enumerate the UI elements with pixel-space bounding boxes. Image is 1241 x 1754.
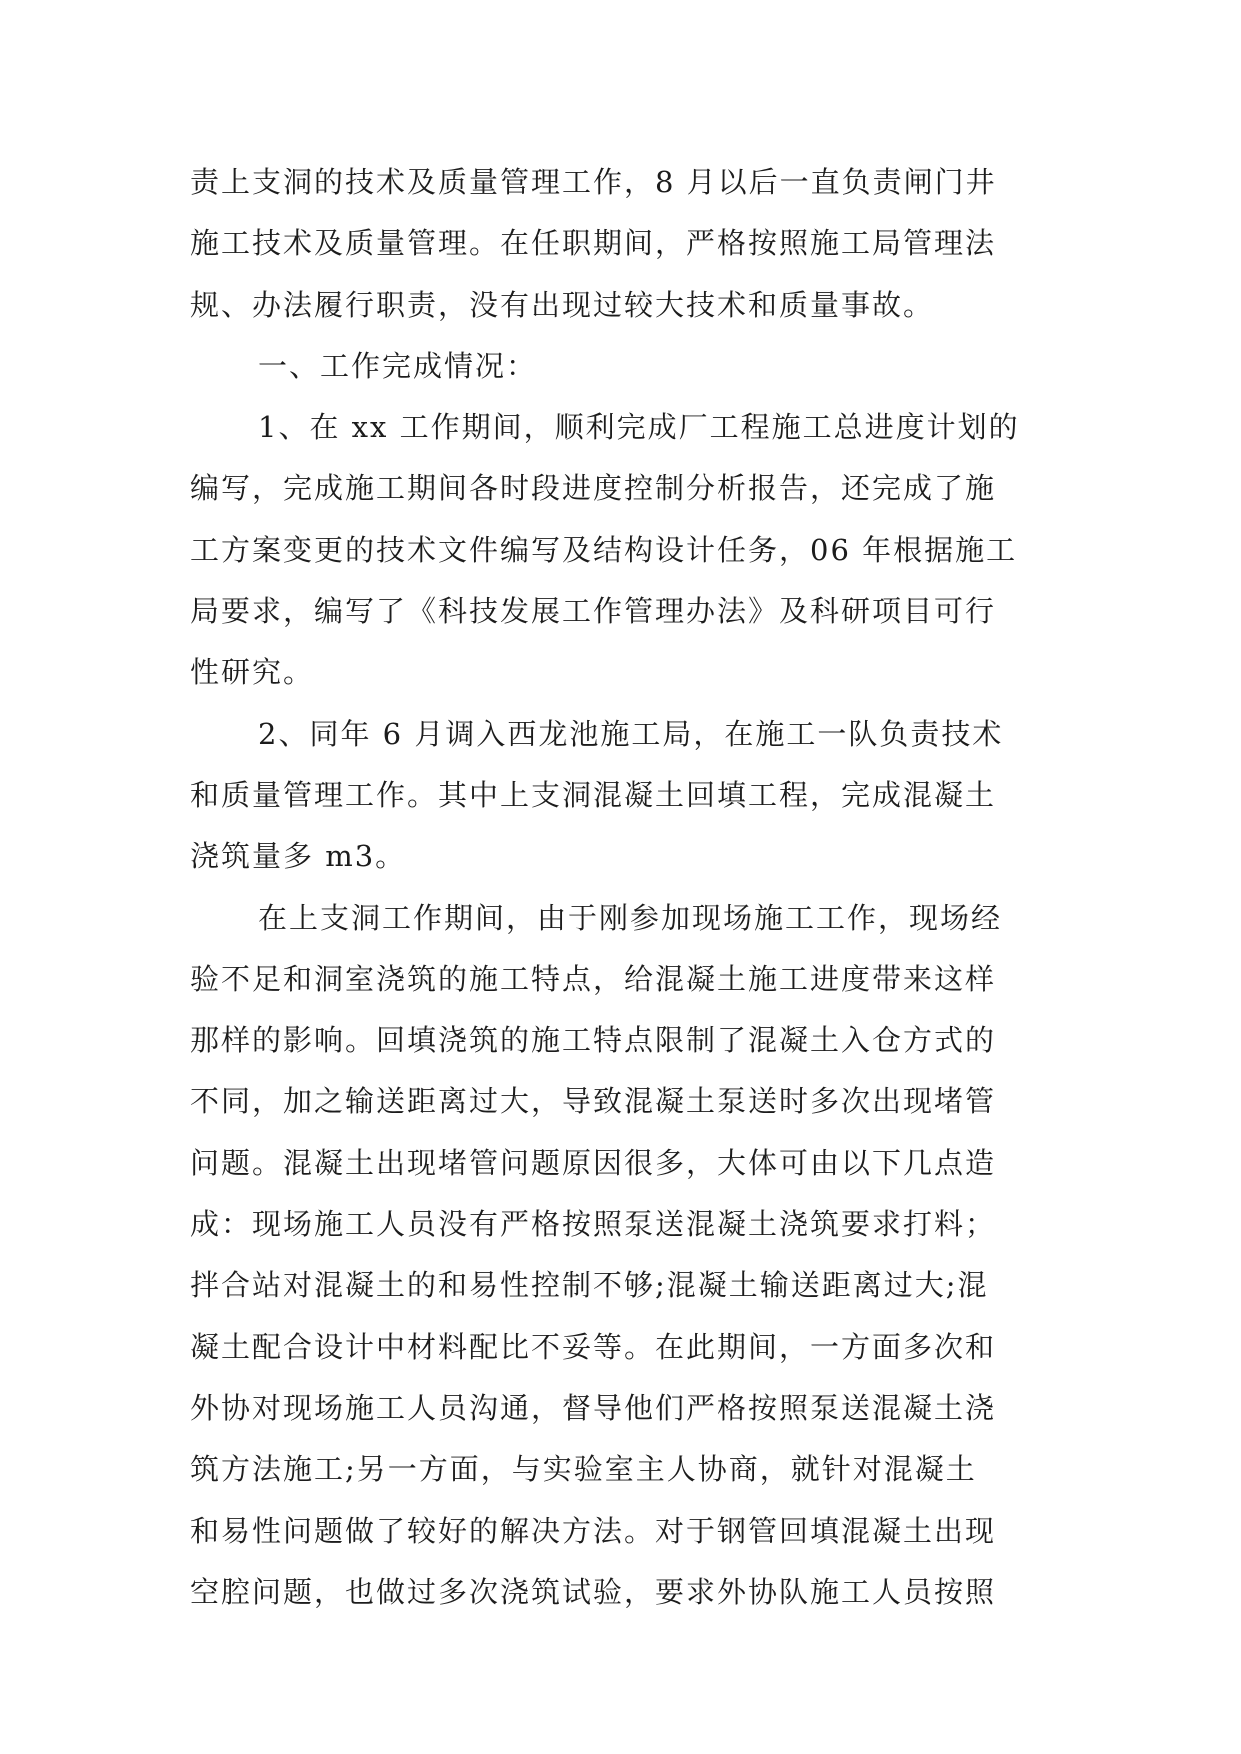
text-line: 成：现场施工人员没有严格按照泵送混凝土浇筑要求打料； [190,1207,997,1242]
text-line: 筑方法施工;另一方面，与实验室主人协商，就针对混凝土 [190,1452,977,1487]
text-line: 编写，完成施工期间各时段进度控制分析报告，还完成了施 [190,471,997,506]
section-heading: 一、工作完成情况： [258,348,538,383]
text-line: 1、在 xx 工作期间，顺利完成厂工程施工总进度计划的 [258,410,1020,445]
text-line: 空腔问题，也做过多次浇筑试验，要求外协队施工人员按照 [190,1574,997,1609]
text-line: 问题。混凝土出现堵管问题原因很多，大体可由以下几点造 [190,1145,997,1180]
body-text [190,152,1050,1623]
text-line: 和易性问题做了较好的解决方法。对于钢管回填混凝土出现 [190,1513,997,1548]
text-line: 浇筑量多 m3。 [190,839,407,874]
text-line: 性研究。 [190,655,315,690]
text-line: 工方案变更的技术文件编写及结构设计任务，06 年根据施工 [190,532,1018,567]
text-line: 外协对现场施工人员沟通，督导他们严格按照泵送混凝土浇 [190,1390,997,1425]
text-line: 责上支洞的技术及质量管理工作，8 月以后一直负责闸门井 [190,165,997,199]
text-line: 验不足和洞室浇筑的施工特点，给混凝土施工进度带来这样 [190,961,997,996]
text-line: 和质量管理工作。其中上支洞混凝土回填工程，完成混凝土 [190,777,997,812]
text-line: 凝土配合设计中材料配比不妥等。在此期间，一方面多次和 [190,1329,997,1364]
text-line: 不同，加之输送距离过大，导致混凝土泵送时多次出现堵管 [190,1084,997,1119]
text-line: 在上支洞工作期间，由于刚参加现场施工工作，现场经 [258,900,1003,935]
text-line: 规、办法履行职责，没有出现过较大技术和质量事故。 [190,287,935,322]
text-line: 2、同年 6 月调入西龙池施工局，在施工一队负责技术 [258,716,1004,751]
text-line: 施工技术及质量管理。在任职期间，严格按照施工局管理法 [190,226,997,261]
text-line: 拌合站对混凝土的和易性控制不够;混凝土输送距离过大;混 [190,1268,989,1303]
text-line: 局要求，编写了《科技发展工作管理办法》及科研项目可行 [190,594,997,629]
text-line: 那样的影响。回填浇筑的施工特点限制了混凝土入仓方式的 [190,1023,997,1058]
